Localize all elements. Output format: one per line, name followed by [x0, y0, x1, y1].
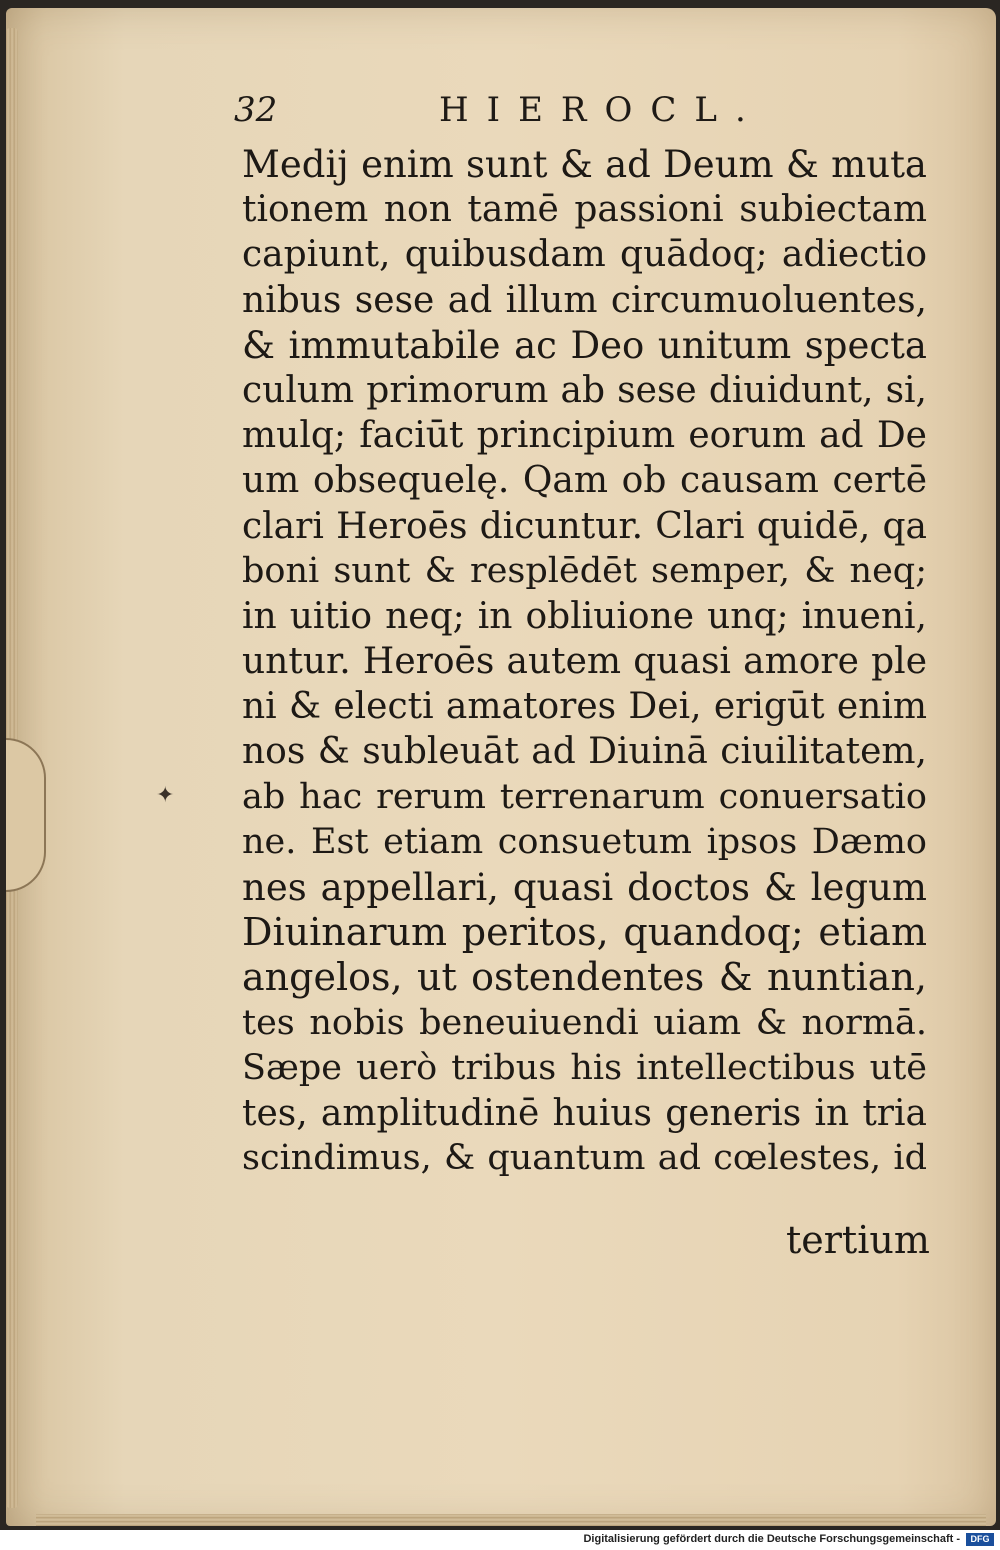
- text-line: nos & subleuāt ad Diuinā ciuilitatem,: [242, 731, 927, 773]
- text-line: ni & electi amatores Dei, erigūt enim: [242, 686, 927, 728]
- text-line: Medij enim sunt & ad Deum & muta: [242, 143, 927, 186]
- text-line: Sæpe uerò tribus his intellectibus utē: [242, 1047, 927, 1088]
- catchword: tertium: [786, 1218, 930, 1262]
- text-line: um obsequelę. Qam ob causam certē: [242, 460, 927, 502]
- text-line: mulq; faciūt principium eorum ad De: [242, 415, 927, 457]
- footer-credit: Digitalisierung gefördert durch die Deutsche Forschungsgemeinschaft -: [583, 1533, 960, 1545]
- text-line: & immutabile ac Deo unitum specta: [242, 323, 927, 367]
- text-line: ne. Est etiam consuetum ipsos Dæmo: [242, 821, 927, 862]
- page-tab-mark: [6, 738, 46, 892]
- text-line: tes nobis beneuiuendi uiam & normā.: [242, 1002, 927, 1043]
- body-text: [242, 142, 927, 1181]
- text-line: tes, amplitudinē huius generis in tria: [242, 1092, 927, 1134]
- running-head: [234, 90, 934, 140]
- text-line: capiunt, quibusdam quādoq; adiectio: [242, 234, 927, 276]
- running-title: HIEROCL.: [439, 90, 764, 130]
- text-line: culum primorum ab sese diuidunt, si,: [242, 369, 927, 411]
- dfg-logo-icon: DFG: [966, 1533, 994, 1546]
- page-number: 32: [234, 90, 278, 130]
- text-line: in uitio neq; in obliuione unq; inueni,: [242, 595, 927, 637]
- ink-blot-icon: ✦: [156, 783, 175, 808]
- text-line: clari Heroēs dicuntur. Clari quidē, qa: [242, 505, 927, 547]
- page-bottom-edges: [36, 1514, 986, 1526]
- footer-bar: [0, 1530, 1000, 1550]
- text-line: untur. Heroēs autem quasi amore ple: [242, 641, 927, 683]
- text-line: nes appellari, quasi doctos & legum: [242, 866, 927, 909]
- text-line: scindimus, & quantum ad cœlestes, id: [242, 1138, 927, 1179]
- text-line: angelos, ut ostendentes & nuntian,: [242, 955, 927, 1000]
- text-line: Diuinarum peritos, quandoq; etiam: [242, 910, 927, 955]
- text-line: tionem non tamē passioni subiectam: [242, 189, 927, 231]
- text-line: nibus sese ad illum circumuoluentes,: [242, 279, 927, 321]
- text-line: boni sunt & resplēdēt semper, & neq;: [242, 550, 927, 591]
- text-line: ab hac rerum terrenarum conuersatio: [242, 776, 927, 817]
